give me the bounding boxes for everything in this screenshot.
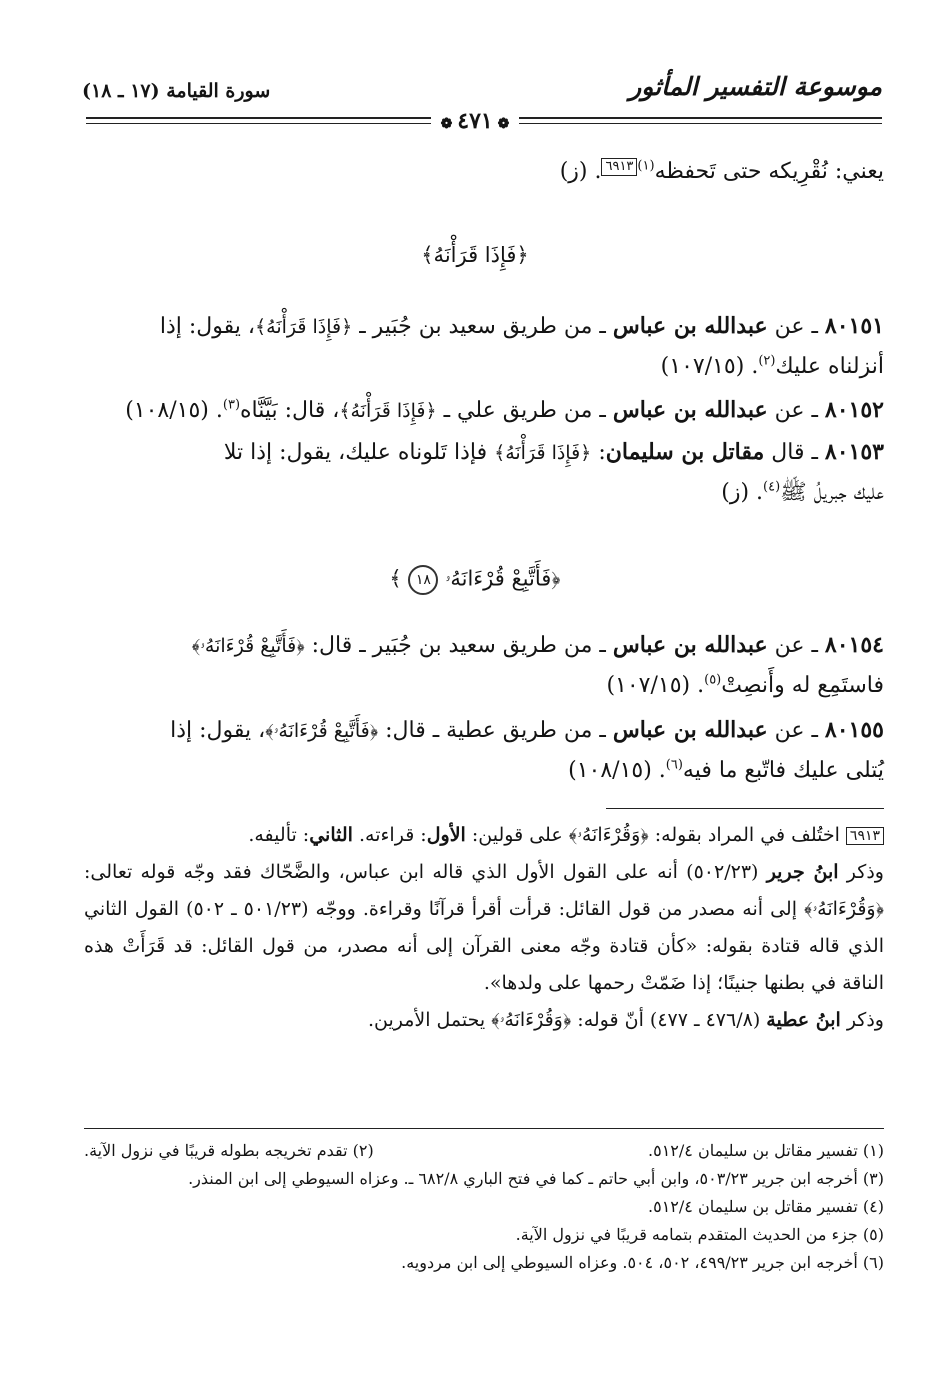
text-run: يحتمل الأمرين. — [367, 1009, 492, 1031]
text-run: فاستَمِع له وأَنصِتْ — [721, 673, 884, 698]
narration-line — [84, 666, 884, 706]
text-run: ، يقول: إذا — [170, 718, 266, 743]
footnote-3: (٣) أخرجه ابن جرير ٥٠٣/٢٣، وابن أبي حاتم ـ كما في فتح الباري ٦٨٢/٨ ـ. وعزاه السيوطي إلى ابن المنذر. — [188, 1169, 884, 1188]
narrator-name: مقاتل بن سليمان — [605, 439, 765, 465]
text-run: ـ من طريق علي ـ — [436, 398, 613, 423]
scholar-name: ابنُ جرير — [766, 861, 839, 883]
text-run: : تأليفه. — [248, 824, 310, 846]
text-run: ـ من طريق عطية ـ قال: — [378, 718, 613, 743]
verse-heading-1: ﴿فَإِذَا قَرَأْنَهُ﴾ — [421, 243, 529, 267]
text-run: إلى أنه مصدر من قول القائل: قرأت أقرأ قرآنًا وقراءة. ووجّه (٥٠١/٢٣ ـ ٥٠٢) القول الثاني الذي قاله قتادة بقوله: «كأن قتادة وجّه معنى القرآن إلى أنه مصدر، من قول القائل: قد قَرَأَتْ هذه الناقة في بطنها جنينًا؛ إذا ضَمّتْ رحمها على ولدها». — [84, 898, 884, 994]
text-run: أنزلناه عليك — [775, 354, 884, 379]
quran-quote: ﴿فَأَتَّبِعْ قُرْءَانَهُۥ﴾ — [191, 635, 305, 657]
footnote-marker: (٥) — [704, 672, 722, 688]
text-run: ـ عن — [767, 718, 825, 743]
source-tag: . (١٠٧/١٥) — [606, 673, 705, 698]
commentary-block — [84, 817, 884, 1039]
narrator-name: عبدالله بن عباس — [612, 397, 768, 423]
text-run: ـ عن — [767, 633, 825, 658]
quran-quote: ﴿فَإِذَا قَرَأْنَهُ﴾ — [339, 400, 437, 422]
verse-number-icon: ١٨ — [408, 565, 438, 595]
narrator-name: عبدالله بن عباس — [612, 313, 768, 339]
narration-number: ٨٠١٥١ — [824, 313, 884, 339]
footnote-2: (٢) تقدم تخريجه بطوله قريبًا في نزول الآية. — [84, 1141, 374, 1160]
footnote-marker: (٣) — [222, 397, 241, 413]
text-run: اختُلف في المراد بقوله: — [648, 824, 846, 846]
source-tag: . (١٠٧/١٥) — [660, 354, 759, 379]
opinion-label: الثاني — [309, 824, 353, 846]
narration-line — [84, 751, 884, 791]
book-title: موسوعة التفسير المأثور — [629, 72, 882, 101]
narrator-name: عبدالله بن عباس — [612, 717, 768, 743]
commentary-ref-box: ٦٩١٣ — [846, 827, 884, 845]
text-run: يُتلى عليك فاتّبع ما فيه — [682, 758, 884, 783]
footnote-row — [84, 1137, 884, 1165]
source-tag: . (١٠٨/١٥) — [568, 758, 666, 783]
intro-text — [84, 152, 884, 192]
text-run: وذكر — [838, 861, 884, 883]
quran-quote: ﴿فَإِذَا قَرَأْنَهُ﴾ — [255, 316, 353, 338]
text-run: على قولين: — [465, 824, 569, 846]
text-run: : — [591, 440, 606, 465]
commentary-paragraph-3 — [84, 1002, 884, 1039]
source-tag: . (١٠٨/١٥) — [125, 398, 223, 423]
narration-80151 — [84, 306, 884, 387]
narrator-name: عبدالله بن عباس — [612, 632, 768, 658]
narration-80155 — [84, 710, 884, 791]
text-run: ـ من طريق سعيد بن جُبَير ـ — [352, 314, 613, 339]
text-run: (٤٧٦/٨ ـ ٤٧٧) أنّ قوله: — [571, 1009, 767, 1031]
commentary-paragraph-2 — [84, 854, 884, 1002]
commentary-paragraph-1 — [84, 817, 884, 854]
footnote-1: (١) تفسير مقاتل بن سليمان ٥١٢/٤. — [648, 1141, 884, 1160]
narration-number: ٨٠١٥٥ — [824, 717, 884, 743]
text-run: ـ قال — [764, 440, 825, 465]
narration-line — [84, 625, 884, 666]
text-run: ، قال: بَيَّنَّاه — [240, 398, 340, 423]
quran-quote: ﴿فَأَتَّبِعْ قُرْءَانَهُۥ﴾ — [265, 720, 379, 742]
scholar-name: ابنُ عطية — [766, 1009, 841, 1031]
text-run: : قراءته. — [352, 824, 427, 846]
narration-80153 — [84, 432, 884, 513]
narration-line — [84, 432, 884, 473]
intro-line — [84, 152, 884, 192]
footnotes — [84, 1137, 884, 1277]
narration-number: ٨٠١٥٤ — [824, 632, 884, 658]
narration-80152 — [84, 390, 884, 431]
quran-quote: ﴿وَقُرْءَانَهُۥ﴾ — [803, 898, 884, 920]
footnotes-divider — [84, 1128, 884, 1129]
text-run: ـ من طريق سعيد بن جُبَير ـ قال: — [304, 633, 613, 658]
footnote-marker: (٦) — [665, 757, 683, 773]
narration-line — [84, 390, 884, 431]
footnote-4: (٤) تفسير مقاتل بن سليمان ٥١٢/٤. — [648, 1197, 884, 1216]
surah-reference: سورة القيامة (١٧ ـ ١٨) — [82, 80, 271, 102]
text-run: فإذا تَلوناه عليك، يقول: إذا تلا — [223, 440, 495, 465]
text-run: (٥٠٢/٢٣) أنه على القول الأول الذي قاله ابن عباس، والضَّحّاك فقد وجّه قوله تعالى: — [84, 861, 767, 883]
text-run: وذكر — [840, 1009, 884, 1031]
narration-80154 — [84, 625, 884, 706]
footnote-marker: (٤) — [763, 479, 781, 495]
narration-line — [84, 347, 884, 387]
ornament-icon: ❁ — [492, 116, 510, 132]
ornament-icon: ❁ — [440, 116, 458, 132]
narration-line — [84, 306, 884, 347]
quran-quote: ﴿وَقُرْءَانَهُۥ﴾ — [568, 824, 649, 846]
text-run: ، يقول: إذا — [159, 314, 255, 339]
text-run: ـ عن — [767, 398, 825, 423]
commentary-ref-box: ٦٩١٣ — [601, 158, 637, 176]
narration-line — [84, 473, 884, 513]
footnote-marker: (٢) — [758, 353, 776, 369]
source-tag: . (ز) — [559, 159, 602, 184]
narration-number: ٨٠١٥٣ — [824, 439, 884, 465]
footnote-5: (٥) جزء من الحديث المتقدم بتمامه قريبًا في نزول الآية. — [515, 1225, 884, 1244]
commentary-divider — [606, 808, 884, 809]
quran-quote: ﴿وَقُرْءَانَهُۥ﴾ — [491, 1009, 572, 1031]
page-number — [431, 108, 520, 134]
verse-heading-text: ﴿فَأَتَّبِعْ قُرْءَانَهُۥ — [445, 566, 561, 591]
quran-quote: ﴿فَإِذَا قَرَأْنَهُ﴾ — [494, 442, 592, 464]
source-tag: . (ز) — [721, 480, 764, 505]
narration-number: ٨٠١٥٢ — [824, 397, 884, 423]
footnote-marker: (١) — [637, 158, 655, 174]
text-run: ـ عن — [767, 314, 825, 339]
page-number-text: ٤٧١ — [457, 108, 493, 134]
opinion-label: الأول — [426, 824, 466, 846]
running-header — [82, 72, 882, 112]
narration-line — [84, 710, 884, 751]
intro-text-body: يعني: نُقْرِيكه حتى تَحفظه — [654, 159, 884, 184]
page-number-wrap — [0, 108, 950, 134]
footnote-6: (٦) أخرجه ابن جرير ٤٩٩/٢٣، ٥٠٢، ٥٠٤. وعزاه السيوطي إلى ابن مردويه. — [401, 1253, 884, 1272]
verse-bracket: ﴾ — [389, 566, 402, 591]
verse-heading-2 — [0, 565, 950, 595]
text-run: عليك جبريلُ ﷺ — [780, 480, 884, 505]
